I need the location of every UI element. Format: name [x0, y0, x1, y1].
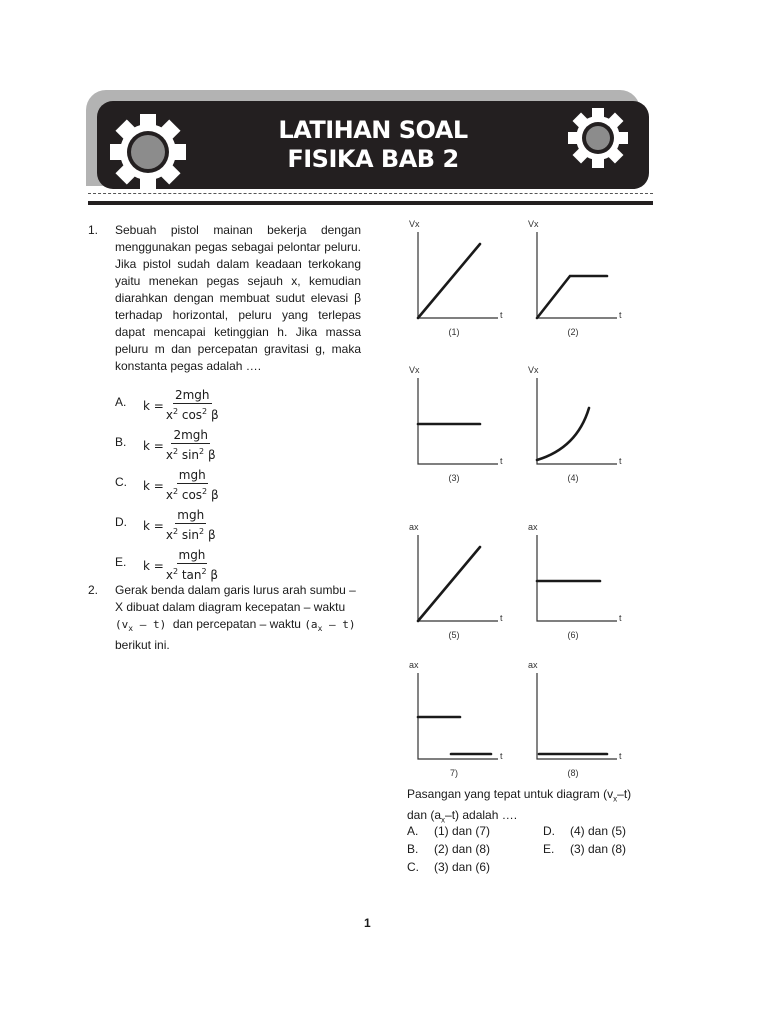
choice-text: (4) dan (5) [570, 824, 627, 838]
question-2-mid-text: dan percepatan – waktu [172, 617, 301, 631]
graph-caption: (3) [448, 473, 460, 483]
graph-caption: (8) [567, 768, 579, 778]
graph-ylabel: ax [409, 522, 419, 532]
option-letter: A. [115, 395, 127, 409]
option-letter: C. [115, 475, 127, 489]
graph-ylabel: ax [528, 660, 538, 670]
graph-axes [537, 673, 617, 759]
question-2-prompt: Pasangan yang tepat untuk diagram $(v_x-t)$ dan $(a_x-t)$ adalah …. [407, 787, 632, 825]
graph-caption: (1) [448, 327, 460, 337]
graph-caption: (2) [567, 327, 579, 337]
choice-text: (1) dan (7) [434, 824, 491, 838]
option-letter: E. [115, 555, 127, 569]
graph-ylabel: Vx [528, 365, 539, 375]
graph-xlabel: t [619, 613, 622, 623]
option-letter: B. [115, 435, 127, 449]
graph-xlabel: t [500, 310, 503, 320]
ax-notation: $(a_x - t)$ [304, 618, 356, 634]
question-1-text: Sebuah pistol mainan bekerja dengan menggunakan pegas sebagai pelontar peluru. Jika pistol sudah dalam keadaan terkokang yaitu menekan pegas sejauh x, kemudian diarahkan dengan membuat sudut elevasi β terhadap horizontal, peluru yang terlepas dapat mencapai ketinggian h. Jika massa peluru m dan percepatan gravitasi g, maka konstanta pegas adalah …. [115, 223, 361, 373]
choice-text: (2) dan (8) [434, 842, 491, 856]
option-formula: k = 2mgh $x^2$ $\sin^2 \beta$ [143, 428, 216, 462]
graph-caption: 7) [449, 768, 459, 778]
question-2-line-2: X dibuat dalam diagram kecepatan – waktu [115, 600, 346, 614]
title-line-1: LATIHAN SOAL [278, 116, 468, 144]
option-formula: k = mgh $x^2$ $\tan^2 \beta$ [143, 548, 219, 582]
graph-axes [418, 378, 498, 464]
graph-ylabel: Vx [409, 365, 420, 375]
graph-caption: (4) [567, 473, 579, 483]
choice-letter: D. [543, 824, 555, 838]
graph-xlabel: t [619, 310, 622, 320]
graph-xlabel: t [619, 751, 622, 761]
page-number: 1 [364, 916, 371, 930]
graph-line [418, 717, 491, 754]
choice-letter: B. [407, 842, 419, 856]
graph-line [418, 244, 480, 318]
choice-text: (3) dan (8) [570, 842, 627, 856]
graph-ylabel: ax [528, 522, 538, 532]
vx-notation: $(v_x - t)$ [115, 618, 167, 634]
graph-line [537, 408, 589, 460]
question-2-line-1: Gerak benda dalam garis lurus arah sumbu – [115, 583, 356, 597]
option-letter: D. [115, 515, 127, 529]
option-formula: k = mgh $x^2$ $\cos^2 \beta$ [143, 468, 219, 502]
graph-axes [537, 378, 617, 464]
choice-text: (3) dan (6) [434, 860, 491, 874]
option-formula: k = mgh $x^2$ $\sin^2 \beta$ [143, 508, 216, 542]
graph-ylabel: Vx [528, 219, 539, 229]
graph-caption: (6) [567, 630, 579, 640]
graph-ylabel: ax [409, 660, 419, 670]
title-line-2: FISIKA BAB 2 [287, 145, 459, 173]
choice-letter: A. [407, 824, 419, 838]
graph-ylabel: Vx [409, 219, 420, 229]
graph-xlabel: t [500, 613, 503, 623]
question-1-number: 1. [88, 223, 99, 237]
graph-axes [537, 535, 617, 621]
choice-letter: E. [543, 842, 555, 856]
question-2-number: 2. [88, 583, 99, 597]
option-formula: k = 2mgh $x^2$ $\cos^2 \beta$ [143, 388, 219, 422]
graph-xlabel: t [500, 751, 503, 761]
graph-caption: (5) [448, 630, 460, 640]
graph-line [537, 276, 607, 318]
graph-line [418, 547, 480, 621]
graph-xlabel: t [619, 456, 622, 466]
graph-xlabel: t [500, 456, 503, 466]
question-2-line-4: berikut ini. [115, 638, 170, 653]
choice-letter: C. [407, 860, 419, 874]
